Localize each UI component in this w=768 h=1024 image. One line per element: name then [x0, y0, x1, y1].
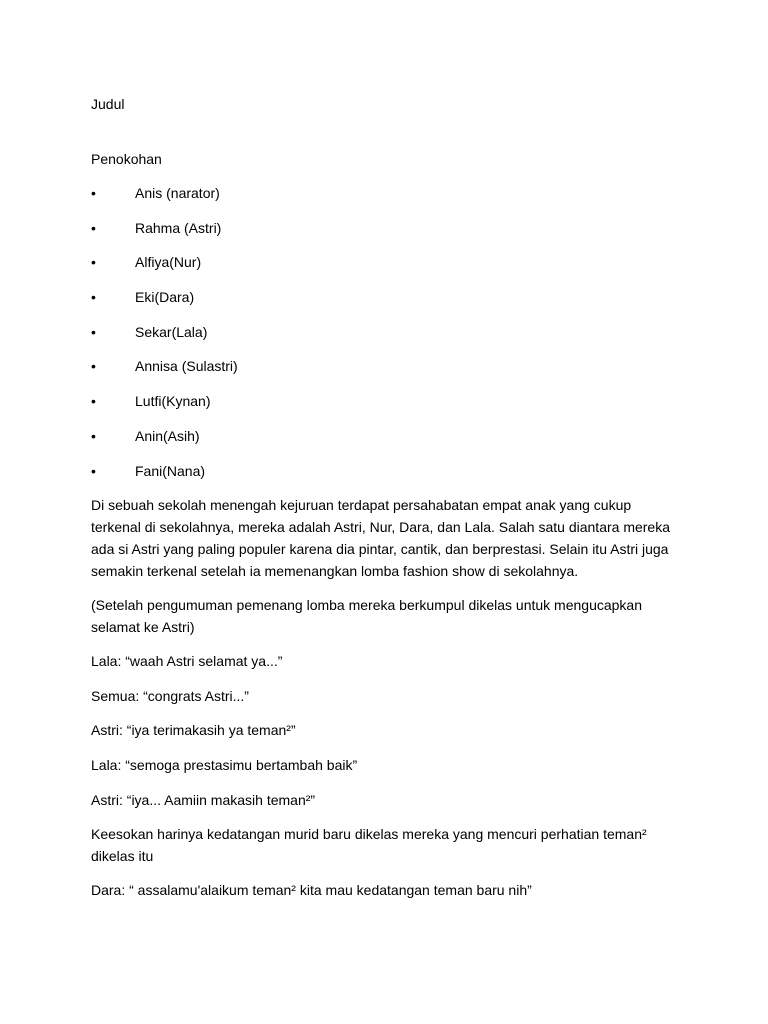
- cast-name: Lutfi(Kynan): [135, 393, 211, 410]
- bullet-icon: •: [91, 323, 96, 340]
- bullet-icon: •: [91, 393, 96, 410]
- bullet-icon: •: [91, 185, 96, 201]
- list-item: [91, 217, 681, 239]
- dialogue-line: Lala: “semoga prestasimu bertambah baik”: [91, 756, 358, 773]
- list-item: [91, 286, 681, 308]
- cast-name: Rahma (Astri): [135, 219, 222, 236]
- dialogue-line: Astri: “iya... Aamiin makasih teman²”: [91, 791, 316, 808]
- cast-name: Eki(Dara): [135, 289, 195, 306]
- bullet-icon: •: [91, 289, 96, 306]
- list-item: [91, 390, 681, 412]
- bullet-icon: •: [91, 462, 96, 479]
- cast-name: Annisa (Sulastri): [135, 358, 238, 375]
- list-item: [91, 251, 681, 273]
- list-item: [91, 182, 681, 204]
- bullet-icon: •: [91, 427, 96, 444]
- bullet-icon: •: [91, 358, 96, 375]
- cast-list: [91, 182, 681, 482]
- list-item: [91, 460, 681, 482]
- bullet-icon: •: [91, 254, 96, 271]
- list-item: [91, 425, 681, 447]
- dialogue-line: Astri: “iya terimakasih ya teman²”: [91, 722, 296, 739]
- dialogue-line: Semua: “congrats Astri...”: [91, 687, 249, 704]
- document-title: Judul: [91, 96, 125, 112]
- list-item: [91, 355, 681, 377]
- dialogue-line: Lala: “waah Astri selamat ya...”: [91, 653, 283, 670]
- document-content: [91, 93, 681, 914]
- cast-name: Anin(Asih): [135, 427, 200, 444]
- narration-paragraph: Keesokan harinya kedatangan murid baru dikelas mereka yang mencuri perhatian teman² dikelas itu: [91, 826, 647, 865]
- cast-name: Fani(Nana): [135, 462, 206, 479]
- cast-name: Anis (narator): [135, 185, 220, 201]
- cast-name: Sekar(Lala): [135, 323, 208, 340]
- intro-paragraph: Di sebuah sekolah menengah kejuruan terdapat persahabatan empat anak yang cukup terkenal di sekolahnya, mereka adalah Astri, Nur, Dara, dan Lala. Salah satu diantara mereka ada si Astri yang paling populer karena dia pintar, cantik, dan berprestasi. Selain itu Astri juga semakin terkenal setelah ia memenangkan lomba fashion show di sekolahnya.: [91, 497, 670, 580]
- bullet-icon: •: [91, 219, 96, 236]
- section-heading-penokohan: Penokohan: [91, 151, 162, 167]
- dialogue-line: Dara: “ assalamu'alaikum teman² kita mau kedatangan teman baru nih”: [91, 882, 532, 899]
- cast-name: Alfiya(Nur): [135, 254, 202, 271]
- stage-direction: (Setelah pengumuman pemenang lomba mereka berkumpul dikelas untuk mengucapkan selamat ke Astri): [91, 597, 642, 636]
- list-item: [91, 321, 681, 343]
